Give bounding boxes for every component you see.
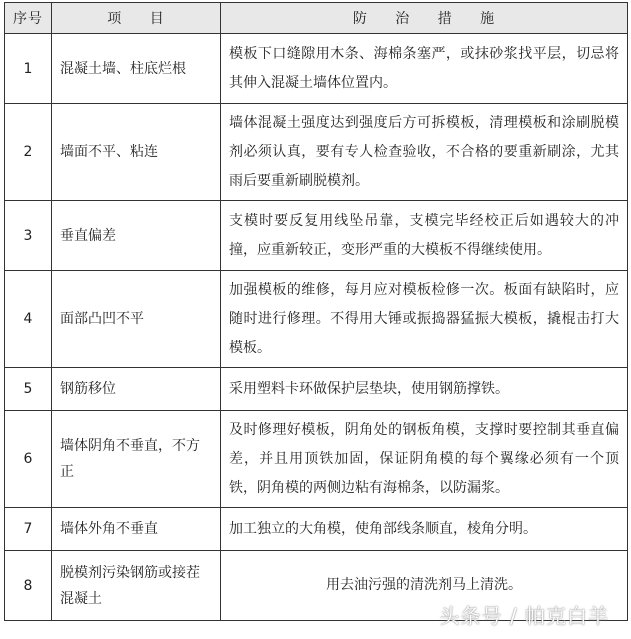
row-measure: 用去油污强的清洗剂马上清洗。 — [221, 551, 628, 621]
row-item: 垂直偏差 — [52, 201, 221, 271]
header-measure: 防 治 措 施 — [221, 3, 628, 34]
row-item: 面部凸凹不平 — [52, 271, 221, 368]
prevention-table — [4, 2, 628, 621]
row-number: 6 — [5, 411, 52, 508]
row-number: 2 — [5, 104, 52, 201]
row-item: 墙体阴角不垂直，不方正 — [52, 411, 221, 508]
row-measure: 采用塑料卡环做保护层垫块，使用钢筋撑铁。 — [221, 368, 628, 411]
row-item: 混凝土墙、柱底烂根 — [52, 34, 221, 104]
table-row — [5, 411, 628, 508]
table-row — [5, 104, 628, 201]
row-measure: 墙体混凝土强度达到强度后方可拆模板，清理模板和涂刷脱模剂必须认真，要有专人检查验收，不合格的要重新刷涂，尤其雨后要重新刷脱模剂。 — [221, 104, 628, 201]
row-number: 7 — [5, 508, 52, 551]
header-seq: 序号 — [5, 3, 52, 34]
row-item: 脱模剂污染钢筋或接茬混凝土 — [52, 551, 221, 621]
table-header-row — [5, 3, 628, 34]
row-measure: 及时修理好模板，阴角处的钢板角模，支撑时要控制其垂直偏差，并且用顶铁加固，保证阴角模的每个翼缘必须有一个顶铁，阴角模的两侧边粘有海棉条，以防漏浆。 — [221, 411, 628, 508]
watermark: 头条号 / 帕克白羊 — [439, 604, 609, 628]
row-measure: 模板下口缝隙用木条、海棉条塞严，或抹砂浆找平层，切忌将其伸入混凝土墙体位置内。 — [221, 34, 628, 104]
row-item: 钢筋移位 — [52, 368, 221, 411]
row-number: 4 — [5, 271, 52, 368]
row-number: 3 — [5, 201, 52, 271]
row-measure: 加工独立的大角模，使角部线条顺直，棱角分明。 — [221, 508, 628, 551]
table-row — [5, 271, 628, 368]
table-row — [5, 201, 628, 271]
table-row — [5, 368, 628, 411]
row-number: 5 — [5, 368, 52, 411]
row-measure: 支模时要反复用线坠吊靠，支模完毕经校正后如遇较大的冲撞，应重新较正，变形严重的大模板不得继续使用。 — [221, 201, 628, 271]
row-number: 8 — [5, 551, 52, 621]
row-item: 墙体外角不垂直 — [52, 508, 221, 551]
table-row — [5, 508, 628, 551]
row-item: 墙面不平、粘连 — [52, 104, 221, 201]
header-item: 项 目 — [52, 3, 221, 34]
row-measure: 加强模板的维修，每月应对模板检修一次。板面有缺陷时，应随时进行修理。不得用大锤或振捣器猛振大模板，撬棍击打大模板。 — [221, 271, 628, 368]
table-row — [5, 34, 628, 104]
row-number: 1 — [5, 34, 52, 104]
